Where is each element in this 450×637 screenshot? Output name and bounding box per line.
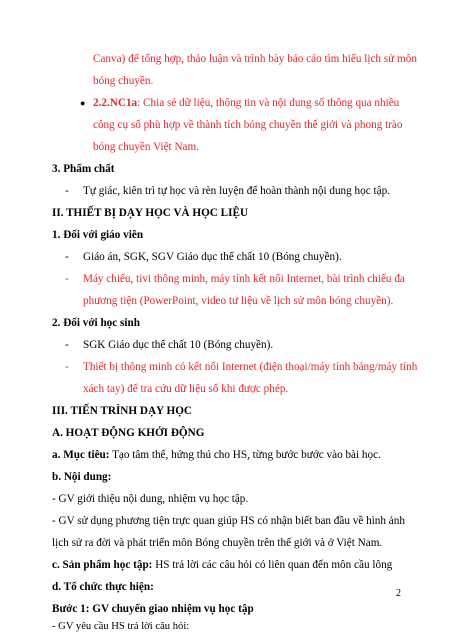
dash-marker: - bbox=[65, 185, 69, 197]
product-label: c. Sản phẩm học tập: bbox=[52, 559, 153, 571]
list-item: Thiết bị thông minh có kết nối Internet (điện thoại/máy tính bảng/máy tính bbox=[83, 361, 418, 373]
text-line: công cụ số phù hợp về thành tích bóng chuyền thế giới và phong trào bbox=[93, 119, 403, 131]
dash-marker: - bbox=[65, 251, 69, 263]
list-item: Tự giác, kiên trì tự học và rèn luyện để hoàn thành nội dung học tập. bbox=[83, 185, 390, 197]
text-line: bóng chuyền Việt Nam. bbox=[93, 141, 200, 153]
bullet-icon: ● bbox=[80, 98, 86, 108]
subsection-heading: A. HOẠT ĐỘNG KHỞI ĐỘNG bbox=[52, 427, 205, 439]
section-heading: III. TIẾN TRÌNH DẠY HỌC bbox=[52, 405, 192, 417]
list-item-continued: xách tay) để tra cứu dữ liệu số khi được phép. bbox=[83, 383, 289, 395]
dash-marker: - bbox=[65, 273, 69, 285]
product-text: HS trả lời các câu hỏi có liên quan đến môn cầu lông bbox=[152, 559, 393, 571]
list-item: Giáo án, SGK, SGV Giáo dục thể chất 10 (Bóng chuyền). bbox=[83, 251, 342, 263]
content-line: lịch sử ra đời và phát triển môn Bóng chuyền trên thế giới và ở Việt Nam. bbox=[52, 537, 383, 549]
list-item-continued: phương tiện (PowerPoint, video tư liệu về lịch sử môn bóng chuyền). bbox=[83, 295, 394, 307]
step-heading: Bước 1: GV chuyển giao nhiệm vụ học tập bbox=[52, 603, 254, 615]
step-line: - GV yêu cầu HS trả lời câu hỏi: bbox=[52, 621, 190, 632]
bullet-text: : Chia sẻ dữ liệu, thông tin và nội dung số thông qua nhiều bbox=[137, 97, 400, 109]
section-heading: II. THIẾT BỊ DẠY HỌC VÀ HỌC LIỆU bbox=[52, 207, 249, 219]
content-line: - GV giới thiệu nội dung, nhiệm vụ học tập. bbox=[52, 493, 249, 505]
list-item: SGK Giáo dục thể chất 10 (Bóng chuyền). bbox=[83, 339, 274, 351]
dash-marker: - bbox=[65, 339, 69, 351]
text-line: Canva) để tổng hợp, thảo luận và trình bày báo cáo tìm hiểu lịch sử môn bbox=[93, 53, 417, 65]
page-number: 2 bbox=[396, 588, 401, 599]
objective-label: a. Mục tiêu: bbox=[52, 449, 110, 461]
bullet-item bbox=[93, 97, 399, 110]
text-line: bóng chuyền. bbox=[93, 75, 154, 87]
competency-code: 2.2.NC1a bbox=[93, 97, 138, 109]
subsection-heading: 2. Đối với học sinh bbox=[52, 317, 140, 329]
organization-label: d. Tổ chức thực hiện: bbox=[52, 581, 154, 593]
list-item: Máy chiếu, tivi thông minh, máy tính kết nối Internet, bài trình chiếu đa bbox=[83, 273, 405, 285]
product-line bbox=[52, 559, 392, 572]
objective-text: Tạo tâm thế, hứng thú cho HS, từng bước bước vào bài học. bbox=[109, 449, 381, 461]
section-heading: 3. Phẩm chất bbox=[52, 163, 115, 175]
dash-marker: - bbox=[65, 361, 69, 373]
content-line: - GV sử dụng phương tiện trực quan giúp HS có nhận biết ban đầu về hình ảnh bbox=[52, 515, 405, 527]
subsection-heading: 1. Đối với giáo viên bbox=[52, 229, 144, 241]
objective-line bbox=[52, 449, 381, 462]
content-label: b. Nội dung: bbox=[52, 471, 112, 483]
